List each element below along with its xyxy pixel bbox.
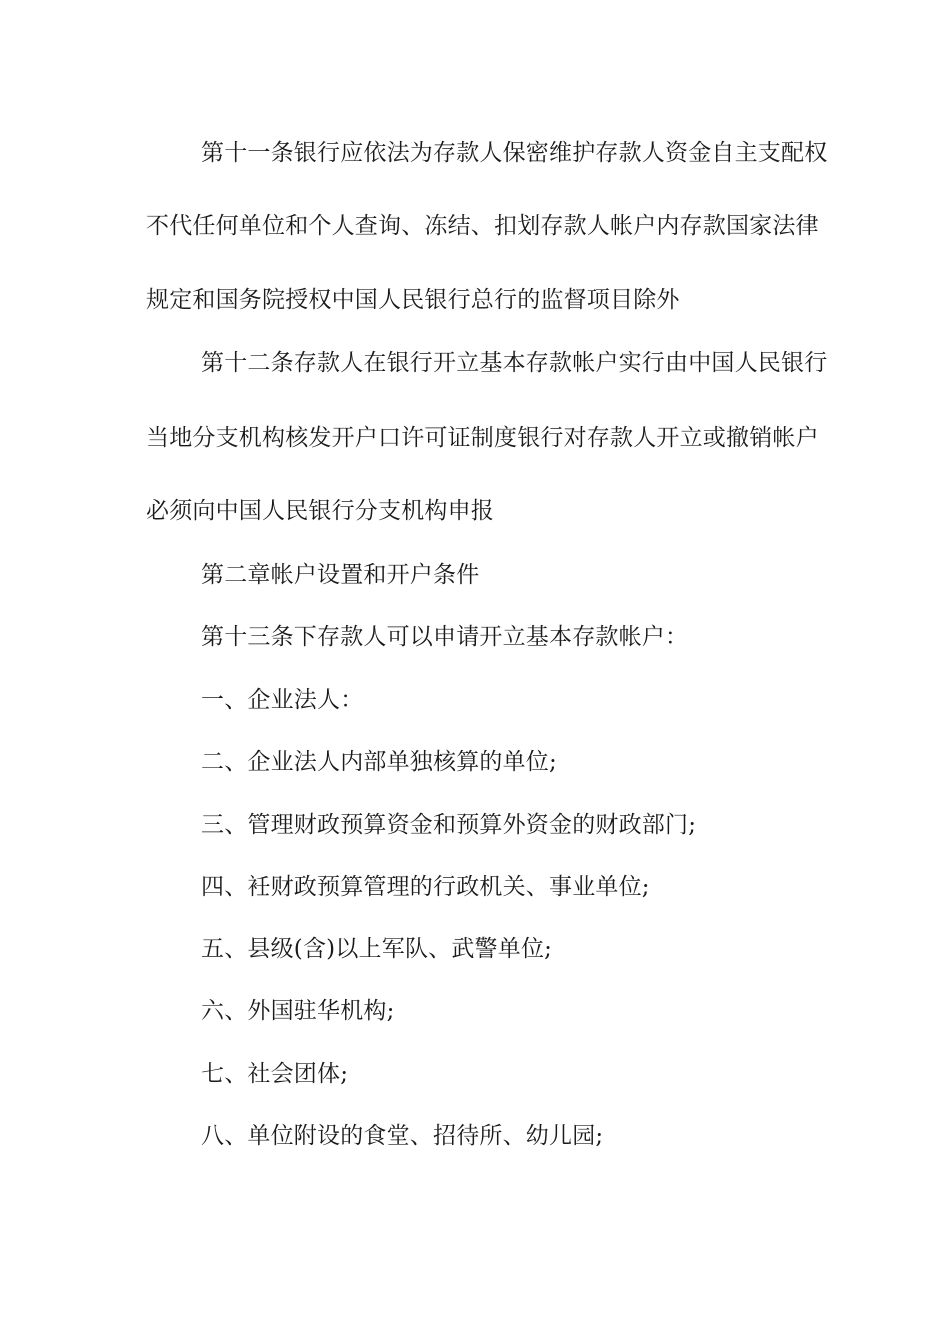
article-12-line-2: 当地分支机构核发开户口许可证制度银行对存款人开立或撤销帐户 xyxy=(146,425,819,451)
list-item: 六、外国驻华机构; xyxy=(201,998,395,1024)
article-12-line-3: 必须向中国人民银行分支机构申报 xyxy=(146,498,494,524)
list-item: 八、单位附设的食堂、招待所、幼儿园; xyxy=(201,1123,604,1149)
list-item: 三、管理财政预算资金和预算外资金的财政部门; xyxy=(201,812,697,838)
list-item: 二、企业法人内部单独核算的单位; xyxy=(201,749,557,775)
article-11-line-1: 第十一条银行应依法为存款人保密维护存款人资金自主支配权 xyxy=(201,140,828,166)
list-item: 四、衽财政预算管理的行政机关、事业单位; xyxy=(201,874,650,900)
list-item: 七、社会团体; xyxy=(201,1061,349,1087)
list-item: 五、县级(含)以上军队、武警单位; xyxy=(201,936,553,962)
list-item: 一、企业法人： xyxy=(201,687,364,713)
article-12-line-1: 第十二条存款人在银行开立基本存款帐户实行由中国人民银行 xyxy=(201,350,828,376)
chapter-2-heading: 第二章帐户设置和开户条件 xyxy=(201,562,480,588)
article-13-intro: 第十三条下存款人可以申请开立基本存款帐户： xyxy=(201,624,689,650)
article-11-line-3: 规定和国务院授权中国人民银行总行的监督项目除外 xyxy=(146,287,680,313)
article-11-line-2: 不代任何单位和个人查询、冻结、扣划存款人帐户内存款国家法律 xyxy=(146,213,819,239)
